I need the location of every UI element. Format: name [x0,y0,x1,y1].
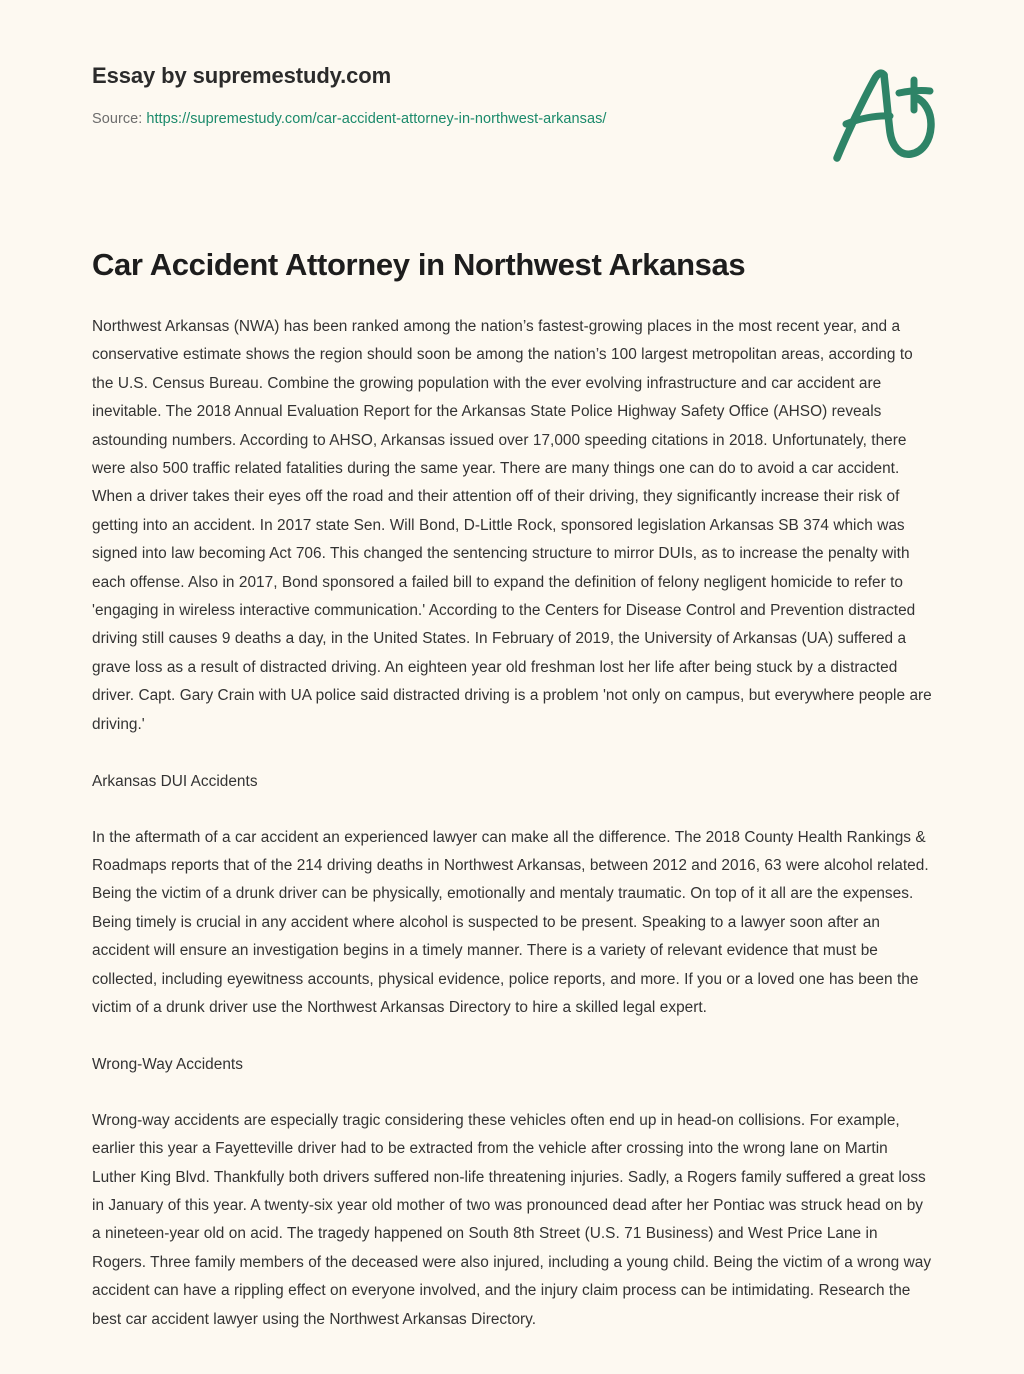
page-title: Car Accident Attorney in Northwest Arkansas [92,247,746,282]
paragraph-intro: Northwest Arkansas (NWA) has been ranked among the nation’s fastest-growing places in the most recent year, and a conservative estimate shows the region should soon be among the nation’s 100 largest metropolitan areas, according to the U.S. Census Bureau. Combine the growing population with the ever evolving infrastructure and car accident are inevitable. The 2018 Annual Evaluation Report for the Arkansas State Police Highway Safety Office (AHSO) reveals astounding numbers. According to AHSO, Arkansas issued over 17,000 speeding citations in 2018. Unfortunately, there were also 500 traffic related fatalities during the same year. There are many things one can do to avoid a car accident. When a driver takes their eyes off the road and their attention off of their driving, they significantly increase their risk of getting into an accident. In 2017 state Sen. Will Bond, D-Little Rock, sponsored legislation Arkansas SB 374 which was signed into law becoming Act 706. This changed the sentencing structure to mirror DUIs, as to increase the penalty with each offense. Also in 2017, Bond sponsored a failed bill to expand the definition of felony negligent homicide to refer to 'engaging in wireless interactive communication.' According to the Centers for Disease Control and Prevention distracted driving still causes 9 deaths a day, in the United States. In February of 2019, the University of Arkansas (UA) suffered a grave loss as a result of distracted driving. An eighteen year old freshman lost her life after being stuck by a distracted driver. Capt. Gary Crain with UA police said distracted driving is a problem 'not only on campus, but everywhere people are driving.' [92,318,932,733]
source-label: Source: [92,111,143,127]
essay-byline: Essay by supremestudy.com [92,63,392,88]
source-line [92,109,932,129]
a-plus-logo-icon[interactable] [824,66,946,166]
site-header [0,0,1024,190]
subheading-arkansas-dui-accidents: Arkansas DUI Accidents [92,773,258,791]
subheading-wrong-way-accidents: Wrong-Way Accidents [92,1056,243,1074]
source-url-link[interactable]: https://supremestudy.com/car-accident-attorney-in-northwest-arkansas/ [146,111,607,127]
paragraph-wrong-way-accidents: Wrong-way accidents are especially tragic considering these vehicles often end up in head-on collisions. For example, earlier this year a Fayetteville driver had to be extracted from the vehicle after crossing into the wrong lane on Martin Luther King Blvd. Thankfully both drivers suffered non-life threatening injuries. Sadly, a Rogers family suffered a great loss in January of this year. A twenty-six year old mother of two was pronounced dead after her Pontiac was struck head on by a nineteen-year old on acid. The tragedy happened on South 8th Street (U.S. 71 Business) and West Price Lane in Rogers. Three family members of the deceased were also injured, including a young child. Being the victim of a wrong way accident can have a rippling effect on everyone involved, and the injury claim process can be intimidating. Research the best car accident lawyer using the Northwest Arkansas Directory. [92,1111,932,1328]
article-body [92,313,932,1334]
article-content [0,246,1024,1374]
paragraph-dui-accidents: In the aftermath of a car accident an experienced lawyer can make all the difference. The 2018 County Health Rankings & Roadmaps reports that of the 214 driving deaths in Northwest Arkansas, between 2012 and 2016, 63 were alcohol related. Being the victim of a drunk driver can be physically, emotionally and mentaly traumatic. On top of it all are the expenses. Being timely is crucial in any accident where alcohol is suspected to be present. Speaking to a lawyer soon after an accident will ensure an investigation begins in a timely manner. There is a variety of relevant evidence that must be collected, including eyewitness accounts, physical evidence, police reports, and more. If you or a loved one has been the victim of a drunk driver use the Northwest Arkansas Directory to hire a skilled legal expert. [92,828,929,1016]
